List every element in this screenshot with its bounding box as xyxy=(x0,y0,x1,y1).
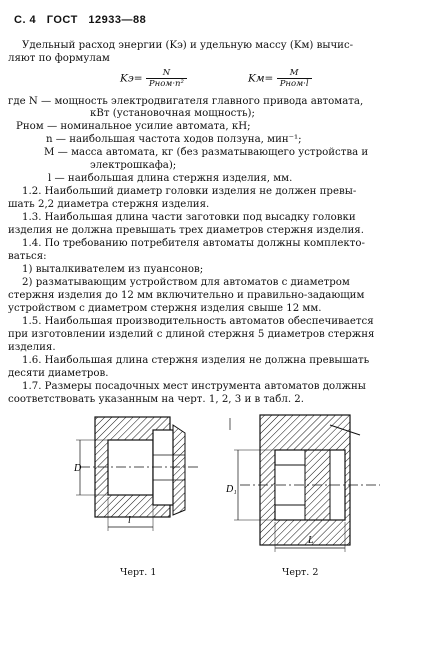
para-line-17: соответствовать указанным на черт. 1, 2, 3 и в табл. 2. xyxy=(8,394,305,405)
para-line-4: изделия не должна превышать трех диаметров стержня изделия. xyxy=(8,225,364,236)
para-line-12: при изготовлении изделий с длиной стержня 5 диаметров стержня xyxy=(8,329,375,340)
formula-mass-lhs: Kм= xyxy=(248,72,274,85)
para-line-5: 1.4. По требованию потребителя автоматы должны комплекто- xyxy=(22,238,365,249)
formula-mass-denominator: Pном·l xyxy=(279,79,309,89)
die-insert xyxy=(153,430,173,505)
intro-line-1: Удельный расход энергии (Kэ) и удельную массу (Kм) вычис- xyxy=(22,40,354,51)
figure-1-caption: Черт. 1 xyxy=(120,567,157,578)
para-line-14: 1.6. Наибольшая длина стержня изделия не должна превышать xyxy=(22,355,370,366)
where-line-7: l — наибольшая длина стержня изделия, мм. xyxy=(48,173,293,184)
para-line-10: устройством с диаметром стержня изделия свыше 12 мм. xyxy=(8,303,322,314)
where-line-5: M — масса автомата, кг (без разматывающего устройства и xyxy=(44,147,369,158)
para-line-13: изделия. xyxy=(8,342,56,353)
para-line-6: ваться: xyxy=(8,251,47,262)
formula-energy-numerator: N xyxy=(146,68,187,79)
formula-mass-numerator: M xyxy=(277,68,312,79)
para-line-7: 1) выталкивателем из пуансонов; xyxy=(22,264,204,275)
dim-label-d: D xyxy=(74,463,82,474)
where-line-3: Pном — номинальное усилие автомата, кН; xyxy=(16,121,251,132)
para-line-3: 1.3. Наибольшая длина части заготовки под высадку головки xyxy=(22,212,356,223)
para-line-1: 1.2. Наибольший диаметр головки изделия не должен превы- xyxy=(22,186,357,197)
formula-energy-denominator: Pном·n² xyxy=(148,79,184,89)
die-bore xyxy=(108,440,153,495)
intro-line-2: ляют по формулам xyxy=(8,53,110,64)
standard-number: 12933—88 xyxy=(88,14,147,26)
para-line-8: 2) разматывающим устройством для автоматов с диаметром xyxy=(22,277,350,288)
para-line-16: 1.7. Размеры посадочных мест инструмента автоматов должны xyxy=(22,381,366,392)
dim-label-L: L xyxy=(308,535,314,546)
figure-2-caption: Черт. 2 xyxy=(282,567,319,578)
drawing-2 xyxy=(220,410,390,565)
drawing-1 xyxy=(60,405,220,545)
dim-label-d1: D₁ xyxy=(226,484,237,495)
where-line-6: электрошкафа); xyxy=(90,160,177,171)
where-line-2: кВт (установочная мощность); xyxy=(90,108,255,119)
page-header xyxy=(14,14,153,26)
where-line-1: где N — мощность электродвигателя главного привода автомата, xyxy=(8,96,364,107)
dim-label-l: l xyxy=(128,515,131,526)
where-line-4: n — наибольшая частота ходов ползуна, мин⁻¹; xyxy=(46,134,302,145)
standard-label: ГОСТ xyxy=(46,14,78,26)
formula-mass xyxy=(248,68,312,89)
formula-energy-lhs: Kэ= xyxy=(120,72,143,85)
para-line-15: десяти диаметров. xyxy=(8,368,109,379)
para-line-11: 1.5. Наибольшая производительность автоматов обеспечивается xyxy=(22,316,374,327)
para-line-9: стержня изделия до 12 мм включительно и правильно-задающим xyxy=(8,290,365,301)
formula-energy xyxy=(120,68,187,89)
para-line-2: шать 2,2 диаметра стержня изделия. xyxy=(8,199,210,210)
page-number: С. 4 xyxy=(14,14,37,26)
